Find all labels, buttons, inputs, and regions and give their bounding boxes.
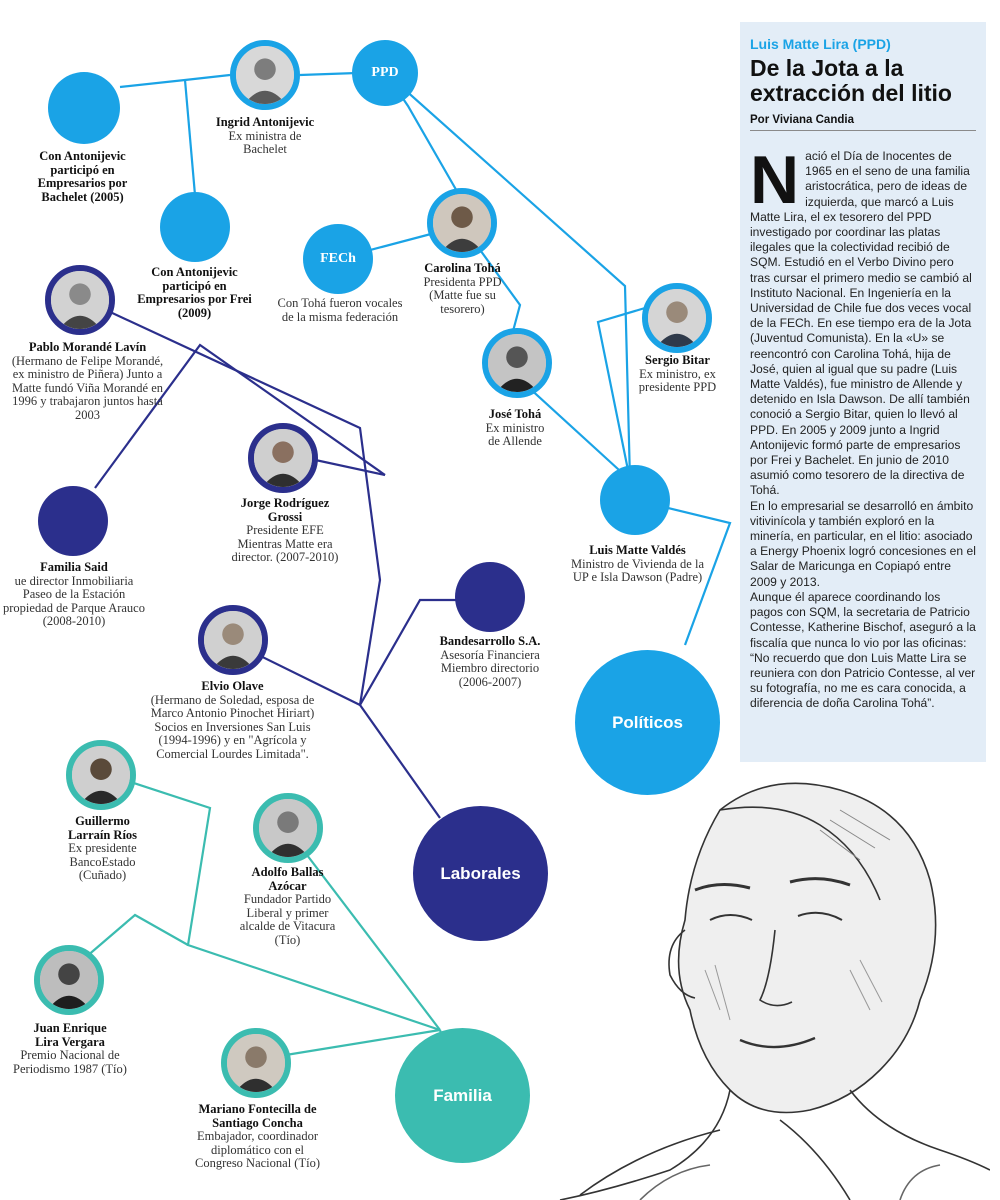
desc-carolina-toha: Presidenta PPD (Matte fue su tesorero): [423, 274, 502, 316]
portrait-ballas: [253, 793, 323, 863]
name-jose-toha: José Tohá: [488, 407, 542, 421]
desc-bachelet: Con Antonijevic participó en Empresarios por Bachelet (2005): [37, 149, 128, 204]
person-photo-icon: [433, 194, 491, 252]
caption-frei: [112, 266, 277, 320]
article-headline: De la Jota a la extracción del litio: [750, 55, 952, 106]
caption-bandesarrollo: [415, 635, 565, 689]
name-said: Familia Said: [40, 560, 108, 574]
portrait-antonijevic: [230, 40, 300, 110]
name-ballas: Adolfo Ballas Azócar: [251, 865, 324, 893]
desc-larrain: Ex presidente BancoEstado (Cuñado): [68, 841, 137, 882]
name-carolina-toha: Carolina Tohá: [424, 261, 501, 275]
person-photo-icon: [40, 951, 98, 1009]
circle-bachelet: [48, 72, 120, 144]
portrait-olave: [198, 605, 268, 675]
caption-bachelet: [0, 150, 165, 204]
person-photo-icon: [72, 746, 130, 804]
name-olave: Elvio Olave: [201, 679, 264, 693]
circle-said: [38, 486, 108, 556]
article-body: [750, 142, 976, 712]
caption-jose-toha: [460, 408, 570, 449]
desc-rodriguez: Presidente EFE Mientras Matte era director. (2007-2010): [231, 523, 339, 564]
caption-olave: [135, 680, 330, 761]
portrait-fontecilla: [221, 1028, 291, 1098]
caption-rodriguez: [210, 497, 360, 565]
caption-said: [0, 561, 148, 629]
caption-ballas: [220, 866, 355, 947]
article-dropcap: N: [750, 142, 800, 218]
circle-fech-label: FECh: [320, 251, 356, 266]
portrait-rodriguez: [248, 423, 318, 493]
article-panel: [740, 22, 986, 762]
desc-fech: Con Tohá fueron vocales de la misma federación: [277, 296, 403, 324]
name-bandesarrollo: Bandesarrollo S.A.: [439, 634, 541, 648]
article-paragraph: ació el Día de Inocentes de 1965 en el seno de una familia aristocrática, pero de ideas de izquierda, que marcó a Luis Matte Lira, el ex tesorero del PPD investigado por coordinar las platas ilegales que la colectividad recibió de SQM. Estudió en el Verbo Divino pero tras cursar el primero medio se cambió al Instituto Nacional. En Ingeniería en la Universidad de Chile fue dos veces vocal de la FECh. En ese tiempo era de la Jota (Juventud Comunista). En la «U» se reencontró con Carolina Tohá, hija de José, quien al igual que su padre (Luis Matte Valdés), fue ministro de Allende y detenido en Isla Dawson. De allí también conoció a Sergio Bitar, quien lo llevó al PPD. En 2005 y 2009 junto a Ingrid Antonijevic formó parte de empresarios por Frei y Bachelet. En junio de 2010 asumió como tesorero de la directiva de Tohá.: [750, 149, 972, 498]
desc-morande: (Hermano de Felipe Morandé, ex ministro de Piñera) Junto a Matte fundó Viña Morandé en 1996 y trabajaron juntos hasta 2003: [11, 353, 164, 422]
name-larrain: Guillermo Larraín Ríos: [67, 814, 138, 842]
desc-said: ue director Inmobiliaria Paseo de la Estación propiedad de Parque Arauco (2008-2010): [3, 573, 145, 628]
name-antonijevic: Ingrid Antonijevic: [215, 115, 315, 129]
desc-olave: (Hermano de Soledad, esposa de Marco Antonio Pinochet Hiriart) Socios en Inversiones San Luis (1994-1996) y en "Agrícola y Comercial Lourdes Limitada".: [150, 692, 315, 761]
portrait-carolina-toha: [427, 188, 497, 258]
caption-lira-vergara: [0, 1022, 140, 1076]
article-paragraph: En lo empresarial se desarrolló en ámbito vitivinícola y también exploró en la minería, en particular, en el litio: asociado a Energy Phoenix logró concesiones en el Salar de Maricunga en Copiapó entre 2009 y 2013.: [750, 498, 976, 589]
caption-sergio-bitar: [600, 354, 755, 395]
caption-larrain: [40, 815, 165, 883]
person-photo-icon: [236, 46, 294, 104]
caption-fontecilla: [185, 1103, 330, 1171]
hub-familia: [395, 1028, 530, 1163]
portrait-larrain: [66, 740, 136, 810]
desc-bandesarrollo: Asesoría Financiera Miembro directorio (2006-2007): [440, 647, 540, 689]
person-photo-icon: [259, 799, 317, 857]
circle-matte-valdes: [600, 465, 670, 535]
person-photo-icon: [204, 611, 262, 669]
desc-antonijevic: Ex ministra de Bachelet: [228, 128, 302, 156]
person-photo-icon: [254, 429, 312, 487]
article-paragraph: Aunque él aparece coordinando los pagos con SQM, la secretaria de Patricio Contesse, Katherine Bischof, aseguró a la fiscalía que nunca lo vio por las oficinas: “No recuerdo que don Luis Matte Lira se reuniera con don Patricio Contesse, al ver su fotografía, no me es cara conocida, a diferencia de doña Carolina Tohá”.: [750, 589, 976, 711]
portrait-sergio-bitar: [642, 283, 712, 353]
portrait-jose-toha: [482, 328, 552, 398]
desc-matte-valdes: Ministro de Vivienda de la UP e Isla Dawson (Padre): [570, 556, 705, 584]
hub-politicos-label: Políticos: [612, 712, 683, 732]
portrait-sketch-illustration: [520, 770, 990, 1200]
hub-familia-label: Familia: [433, 1085, 492, 1105]
desc-lira-vergara: Premio Nacional de Periodismo 1987 (Tío): [13, 1048, 127, 1076]
circle-ppd: [352, 40, 418, 106]
portrait-lira-vergara: [34, 945, 104, 1015]
caption-morande: [0, 341, 175, 422]
hub-laborales-label: Laborales: [440, 863, 521, 883]
portrait-morande: [45, 265, 115, 335]
circle-bandesarrollo: [455, 562, 525, 632]
link-antonijevic-groups: [120, 75, 230, 87]
circle-ppd-label: PPD: [371, 65, 399, 80]
desc-jose-toha: Ex ministro de Allende: [485, 420, 545, 448]
caption-antonijevic: [170, 116, 360, 157]
caption-carolina-toha: [395, 262, 530, 316]
article-kicker: Luis Matte Lira (PPD): [750, 36, 891, 52]
name-matte-valdes: Luis Matte Valdés: [589, 543, 686, 557]
name-rodriguez: Jorge Rodríguez Grossi: [240, 496, 330, 524]
person-photo-icon: [51, 271, 109, 329]
caption-matte-valdes: [560, 544, 715, 585]
desc-ballas: Fundador Partido Liberal y primer alcalde de Vitacura (Tío): [239, 892, 336, 947]
article-byline: Por Viviana Candia: [750, 114, 976, 131]
name-fontecilla: Mariano Fontecilla de Santiago Concha: [198, 1102, 317, 1130]
circle-frei: [160, 192, 230, 262]
name-lira-vergara: Juan Enrique Lira Vergara: [33, 1021, 107, 1049]
desc-sergio-bitar: Ex ministro, ex presidente PPD: [638, 366, 717, 394]
person-photo-icon: [227, 1034, 285, 1092]
person-photo-icon: [488, 334, 546, 392]
name-morande: Pablo Morandé Lavín: [28, 340, 147, 354]
desc-fontecilla: Embajador, coordinador diplomático con el Congreso Nacional (Tío): [195, 1129, 320, 1170]
name-sergio-bitar: Sergio Bitar: [645, 353, 710, 367]
person-photo-icon: [648, 289, 706, 347]
desc-frei: Con Antonijevic participó en Empresarios por Frei (2009): [137, 265, 252, 320]
circle-fech: [303, 224, 373, 294]
